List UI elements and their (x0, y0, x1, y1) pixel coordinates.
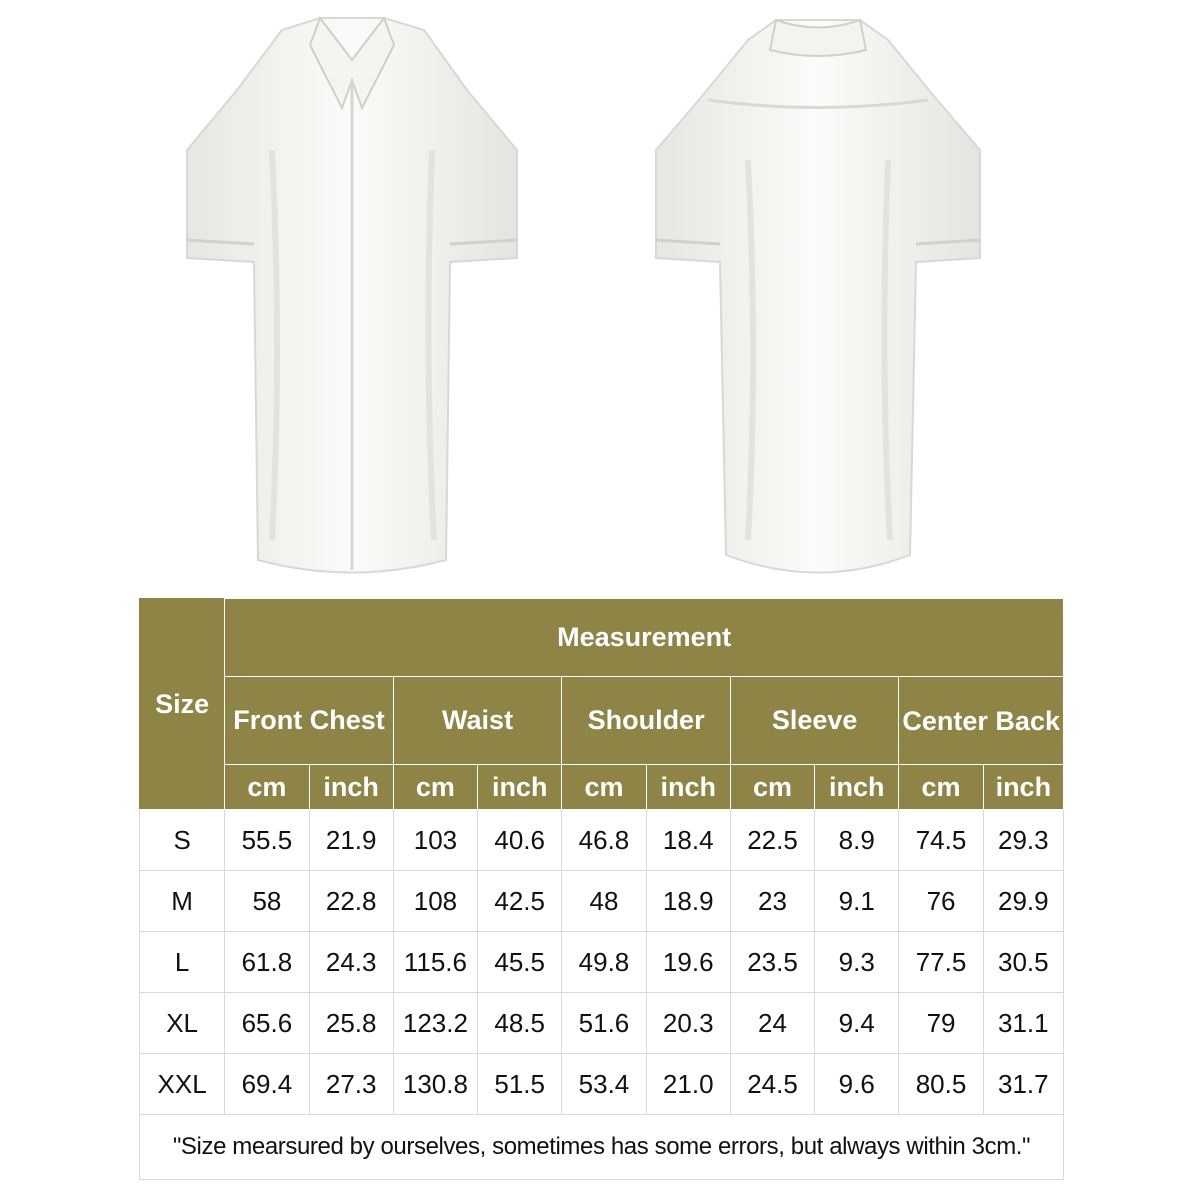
header-row-units (140, 765, 1064, 810)
size-column-header: Size (140, 599, 225, 810)
measurement-cell: 22.8 (309, 871, 393, 932)
measurement-cell: 74.5 (899, 810, 983, 871)
measurement-cell: 130.8 (393, 1054, 477, 1115)
measurement-cell: 61.8 (225, 932, 309, 993)
size-label-cell: M (140, 871, 225, 932)
measurement-cell: 65.6 (225, 993, 309, 1054)
front-chest-header: Front Chest (225, 677, 394, 765)
measurement-note: "Size mearsured by ourselves, sometimes has some errors, but always within 3cm." (140, 1115, 1064, 1180)
measurement-cell: 77.5 (899, 932, 983, 993)
header-row-columns (140, 677, 1064, 765)
measurement-cell: 69.4 (225, 1054, 309, 1115)
measurement-cell: 22.5 (730, 810, 814, 871)
unit-inch-header: inch (815, 765, 899, 810)
measurement-cell: 21.0 (646, 1054, 730, 1115)
header-row-measurement (140, 599, 1064, 677)
measurement-cell: 31.7 (983, 1054, 1063, 1115)
size-label-cell: XL (140, 993, 225, 1054)
unit-inch-header: inch (309, 765, 393, 810)
measurement-cell: 45.5 (478, 932, 562, 993)
measurement-cell: 9.1 (815, 871, 899, 932)
measurement-cell: 55.5 (225, 810, 309, 871)
measurement-cell: 24.5 (730, 1054, 814, 1115)
measurement-cell: 24 (730, 993, 814, 1054)
measurement-cell: 51.5 (478, 1054, 562, 1115)
measurement-cell: 80.5 (899, 1054, 983, 1115)
measurement-cell: 29.3 (983, 810, 1063, 871)
measurement-cell: 31.1 (983, 993, 1063, 1054)
size-chart-table (139, 598, 1064, 1180)
measurement-cell: 23.5 (730, 932, 814, 993)
sleeve-header: Sleeve (730, 677, 899, 765)
measurement-cell: 103 (393, 810, 477, 871)
measurement-cell: 19.6 (646, 932, 730, 993)
measurement-cell: 76 (899, 871, 983, 932)
measurement-cell: 27.3 (309, 1054, 393, 1115)
measurement-cell: 8.9 (815, 810, 899, 871)
shirt-front-image (132, 0, 572, 590)
table-row (140, 810, 1064, 871)
unit-inch-header: inch (983, 765, 1063, 810)
note-row (140, 1115, 1064, 1180)
measurement-cell: 48.5 (478, 993, 562, 1054)
measurement-cell: 49.8 (562, 932, 646, 993)
table-row (140, 932, 1064, 993)
unit-cm-header: cm (562, 765, 646, 810)
measurement-cell: 115.6 (393, 932, 477, 993)
measurement-cell: 21.9 (309, 810, 393, 871)
size-label-cell: XXL (140, 1054, 225, 1115)
measurement-cell: 46.8 (562, 810, 646, 871)
measurement-cell: 29.9 (983, 871, 1063, 932)
waist-header: Waist (393, 677, 562, 765)
measurement-cell: 24.3 (309, 932, 393, 993)
unit-cm-header: cm (899, 765, 983, 810)
unit-inch-header: inch (646, 765, 730, 810)
center-back-header: Center Back (899, 677, 1064, 765)
unit-cm-header: cm (225, 765, 309, 810)
measurement-cell: 25.8 (309, 993, 393, 1054)
measurement-cell: 79 (899, 993, 983, 1054)
table-row (140, 993, 1064, 1054)
table-row (140, 871, 1064, 932)
measurement-cell: 123.2 (393, 993, 477, 1054)
measurement-header: Measurement (225, 599, 1064, 677)
measurement-cell: 51.6 (562, 993, 646, 1054)
size-label-cell: S (140, 810, 225, 871)
measurement-cell: 9.6 (815, 1054, 899, 1115)
measurement-cell: 9.4 (815, 993, 899, 1054)
unit-cm-header: cm (730, 765, 814, 810)
table-row (140, 1054, 1064, 1115)
measurement-cell: 9.3 (815, 932, 899, 993)
size-label-cell: L (140, 932, 225, 993)
size-rows (140, 810, 1064, 1115)
measurement-cell: 48 (562, 871, 646, 932)
unit-inch-header: inch (478, 765, 562, 810)
measurement-cell: 58 (225, 871, 309, 932)
measurement-cell: 18.9 (646, 871, 730, 932)
measurement-cell: 30.5 (983, 932, 1063, 993)
unit-cm-header: cm (393, 765, 477, 810)
measurement-cell: 42.5 (478, 871, 562, 932)
measurement-cell: 53.4 (562, 1054, 646, 1115)
measurement-cell: 18.4 (646, 810, 730, 871)
shoulder-header: Shoulder (562, 677, 731, 765)
measurement-cell: 108 (393, 871, 477, 932)
measurement-cell: 40.6 (478, 810, 562, 871)
shirt-back-image (598, 0, 1038, 590)
measurement-cell: 20.3 (646, 993, 730, 1054)
measurement-cell: 23 (730, 871, 814, 932)
